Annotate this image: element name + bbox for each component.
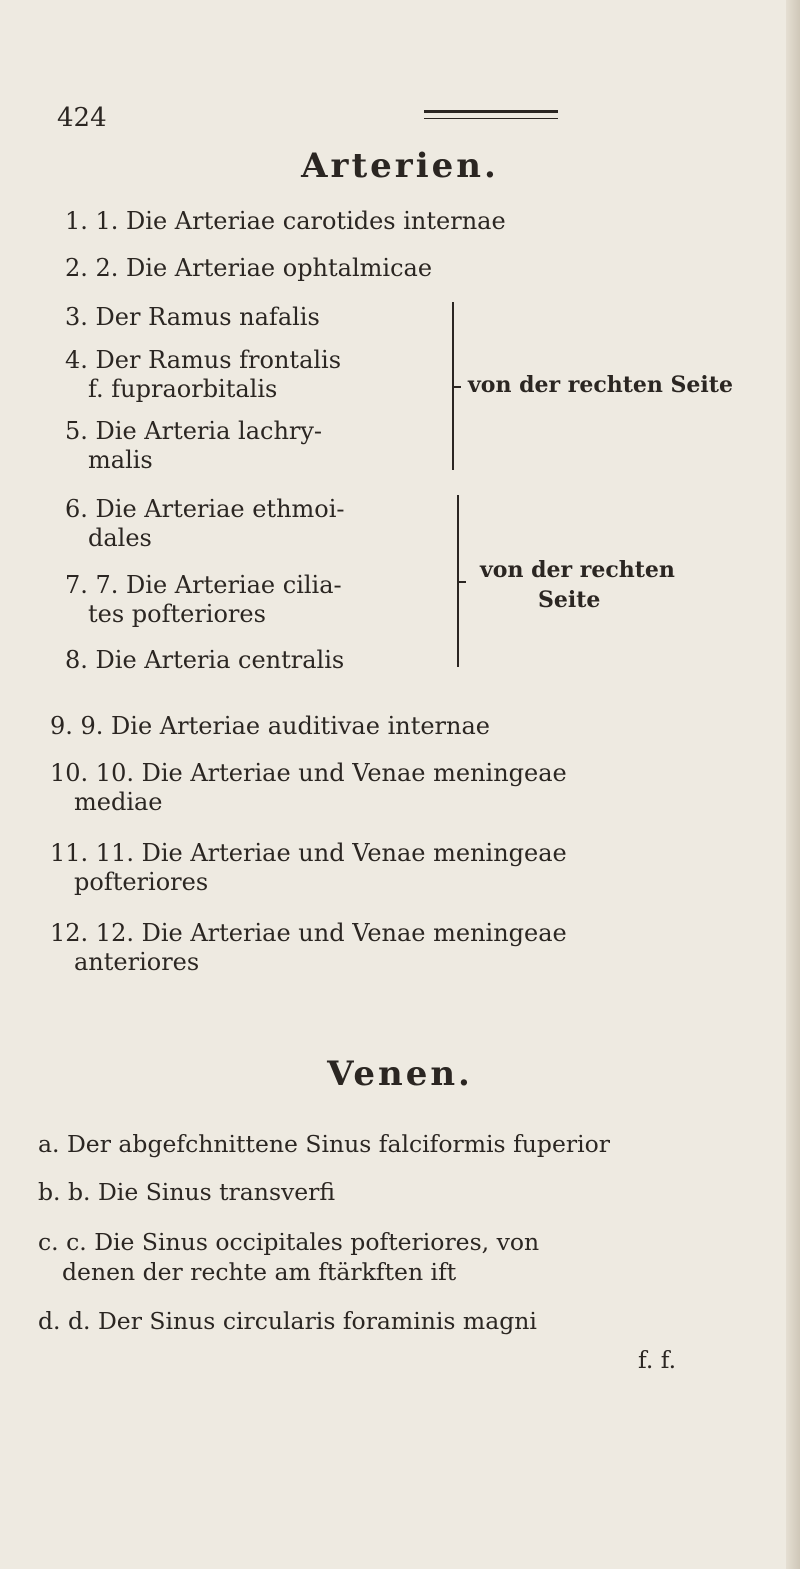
brace-group-2 xyxy=(445,495,459,667)
artery-line: 3. Der Ramus nafalis xyxy=(65,303,320,331)
artery-line: 8. Die Arteria centralis xyxy=(65,646,345,674)
artery-line: 11. 11. Die Arteriae und Venae meningeae xyxy=(50,839,567,867)
artery-line: mediae xyxy=(74,788,163,816)
side-note-right-1: von der rechten Seite xyxy=(468,372,733,398)
vein-line: d. d. Der Sinus circularis foraminis magni xyxy=(38,1307,537,1335)
artery-line: f. fupraorbitalis xyxy=(88,375,278,403)
artery-line: 7. 7. Die Arteriae cilia- xyxy=(65,571,342,599)
page-edge xyxy=(786,0,800,1569)
artery-line: 9. 9. Die Arteriae auditivae internae xyxy=(50,712,490,740)
artery-line: 2. 2. Die Arteriae ophtalmicae xyxy=(65,254,433,282)
artery-line: tes pofteriores xyxy=(88,600,266,628)
heading-veins: Venen. xyxy=(327,1054,473,1094)
vein-line: c. c. Die Sinus occipitales pofteriores, von xyxy=(38,1228,540,1256)
header-rule-thin xyxy=(424,118,558,119)
heading-arteries: Arterien. xyxy=(301,146,499,186)
vein-line: a. Der abgefchnittene Sinus falciformis fuperior xyxy=(38,1130,610,1158)
artery-line: anteriores xyxy=(74,948,200,976)
artery-line: 12. 12. Die Arteriae und Venae meningeae xyxy=(50,919,567,947)
side-note-right-2b: Seite xyxy=(538,587,601,613)
artery-line: dales xyxy=(88,524,152,552)
artery-line: pofteriores xyxy=(74,868,209,896)
page-number: 424 xyxy=(57,103,107,133)
vein-line: b. b. Die Sinus transverfi xyxy=(38,1178,336,1206)
artery-line: 5. Die Arteria lachry- xyxy=(65,417,323,445)
artery-line: 6. Die Arteriae ethmoi- xyxy=(65,495,345,523)
catchword: f. f. xyxy=(638,1346,677,1374)
header-rule xyxy=(424,110,558,113)
artery-line: 4. Der Ramus frontalis xyxy=(65,346,342,374)
vein-line: denen der rechte am ftärkften ift xyxy=(62,1258,457,1286)
artery-line: malis xyxy=(88,446,153,474)
brace-group-1 xyxy=(440,302,454,470)
artery-line: 10. 10. Die Arteriae und Venae meningeae xyxy=(50,759,567,787)
artery-line: 1. 1. Die Arteriae carotides internae xyxy=(65,207,506,235)
side-note-right-2a: von der rechten xyxy=(480,557,675,583)
